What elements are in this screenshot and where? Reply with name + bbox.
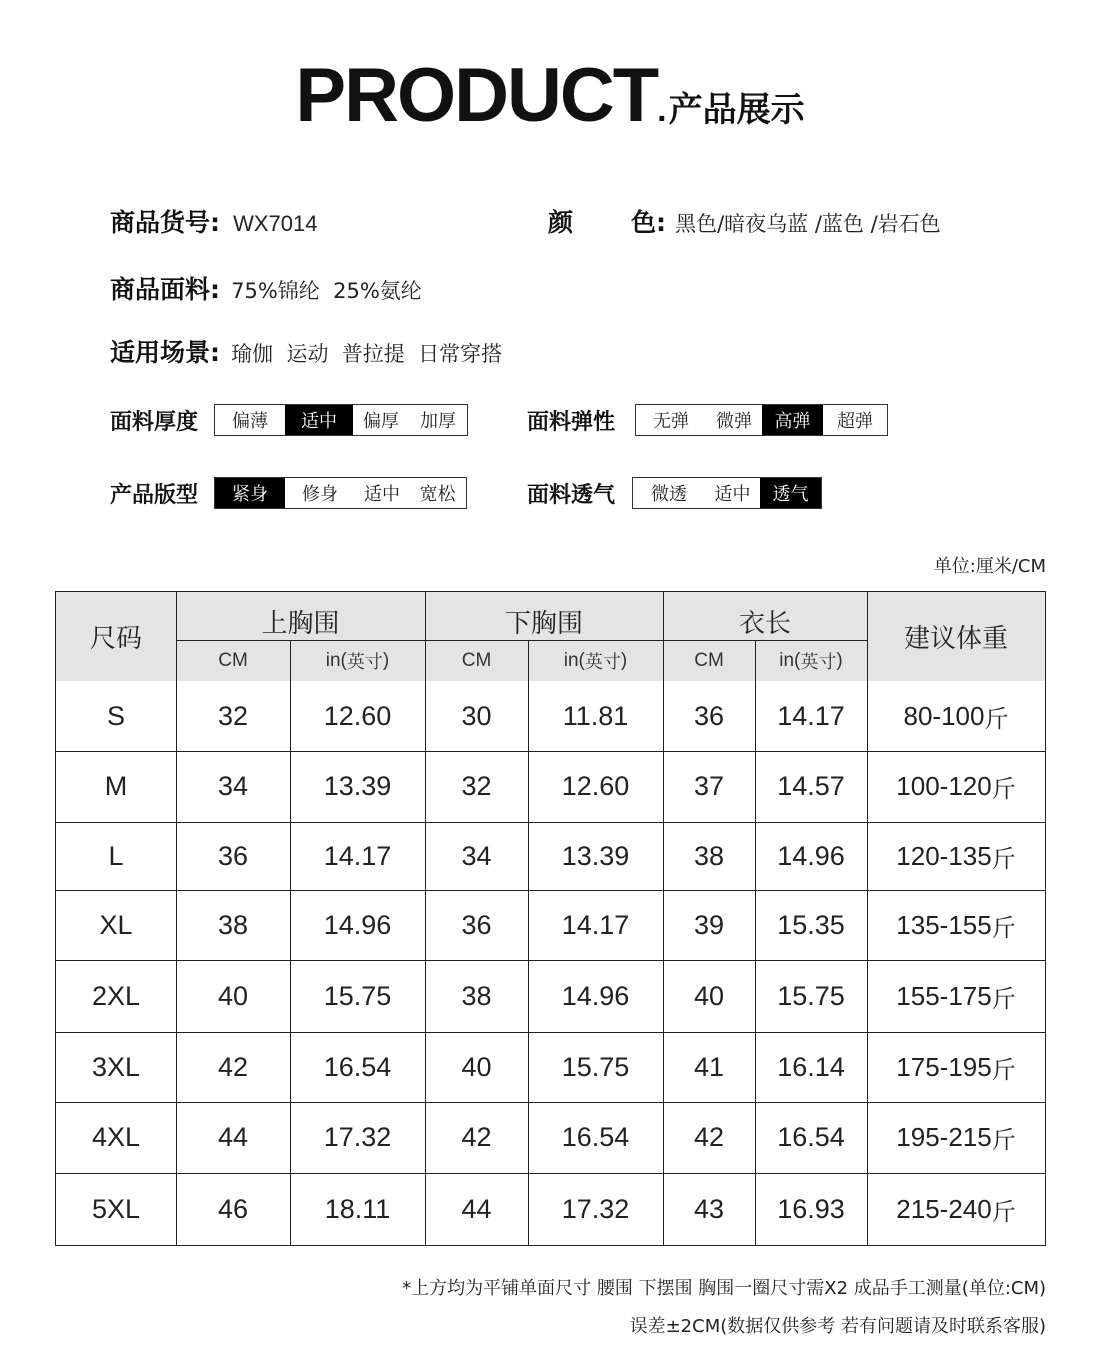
length-cm-cell: 43: [693, 1193, 725, 1224]
attr-thickness: [110, 404, 468, 436]
length-in-cell: 15.35: [777, 909, 845, 940]
attr-thickness-option: 加厚: [420, 411, 457, 432]
subheader-inch: in( 英寸 ): [325, 650, 390, 673]
item-number-row: [110, 203, 317, 239]
color-label-b: 色:: [631, 208, 667, 237]
size-cell: 2XL: [91, 980, 141, 1011]
color-row: [548, 203, 941, 239]
header-divider: [176, 640, 867, 641]
attr-fit-options: [214, 477, 467, 509]
size-cell: 5XL: [91, 1193, 141, 1224]
upper-chest-in-cell: 14.17: [323, 840, 392, 871]
scene-value: 瑜伽 运动 普拉提 日常穿搭: [231, 342, 503, 366]
header-under-chest: 下胸围: [504, 608, 583, 639]
weight-range: 100-120: [896, 771, 992, 801]
length-cm-cell: 38: [693, 840, 725, 871]
attr-elasticity-option: 微弹: [716, 411, 753, 432]
upper-chest-cm-cell: 36: [217, 840, 249, 871]
weight-cell: [867, 751, 1045, 822]
upper-chest-in-cell: 13.39: [323, 771, 392, 801]
attr-fit-option: 修身: [302, 484, 339, 505]
footnote-line-2: 误差±2CM(数据仅供参考 若有问题请及时联系客服): [629, 1316, 1046, 1337]
subheader-cm: CM: [694, 650, 724, 671]
attr-breathability-label: 面料透气: [527, 482, 616, 508]
under-chest-cm-cell: 34: [461, 840, 492, 871]
attr-breathability-options: [632, 477, 822, 509]
upper-chest-cm-cell: 46: [217, 1193, 249, 1224]
attr-elasticity-option: 超弹: [837, 411, 874, 432]
header-length: 衣长: [738, 608, 791, 639]
length-in-cell: 16.93: [777, 1193, 845, 1224]
upper-chest-cm-cell: 38: [217, 909, 249, 940]
upper-chest-cm-cell: 44: [217, 1122, 249, 1152]
attr-breathability-option: 微透: [651, 484, 688, 505]
scene-row: [110, 333, 502, 369]
under-chest-cm-cell: 38: [461, 980, 492, 1011]
title-main: PRODUCT: [295, 53, 658, 138]
attr-elasticity-option-selected: 高弹: [762, 405, 823, 435]
weight-unit: 斤: [991, 775, 1016, 803]
length-in-cell: 16.54: [777, 1122, 845, 1152]
upper-chest-in-cell: 15.75: [323, 980, 392, 1011]
under-chest-cm-cell: 40: [461, 1051, 492, 1082]
under-chest-in-cell: 16.54: [561, 1122, 630, 1152]
upper-chest-cm-cell: 42: [217, 1051, 249, 1082]
upper-chest-in-cell: 17.32: [323, 1122, 392, 1152]
attr-thickness-option: 偏薄: [232, 411, 269, 432]
attr-elasticity-option: 无弹: [653, 411, 690, 432]
attr-breathability-option: 适中: [714, 484, 751, 505]
weight-range: 195-215: [896, 1122, 992, 1152]
attr-thickness-options: [214, 404, 468, 436]
weight-unit: 斤: [991, 1126, 1016, 1154]
weight-cell: [867, 890, 1045, 960]
length-in-cell: 16.14: [777, 1051, 845, 1082]
under-chest-cm-cell: 44: [461, 1193, 492, 1224]
size-cell: M: [104, 771, 128, 801]
length-cm-cell: 39: [693, 909, 725, 940]
length-cm-cell: 41: [693, 1051, 725, 1082]
attr-elasticity-label: 面料弹性: [527, 409, 616, 435]
weight-range: 120-135: [896, 840, 992, 871]
under-chest-in-cell: 12.60: [561, 771, 630, 801]
fabric-value: 75%锦纶 25%氨纶: [231, 279, 422, 303]
footnote-line-1: *上方均为平铺单面尺寸 腰围 下摆围 胸围一圈尺寸需X2 成品手工测量(单位:CM): [402, 1278, 1046, 1299]
size-table: [55, 591, 1046, 1246]
upper-chest-cm-cell: 34: [217, 771, 249, 801]
item-number-value: WX7014: [233, 211, 318, 236]
page-title: [0, 52, 1100, 139]
title-sub: 产品展示: [668, 90, 805, 130]
header-size: 尺码: [89, 624, 142, 654]
length-in-cell: 14.17: [777, 700, 845, 731]
weight-unit: 斤: [984, 704, 1009, 733]
fabric-label: 商品面料:: [110, 275, 220, 304]
attr-fit-option: 适中: [364, 484, 401, 505]
upper-chest-in-cell: 16.54: [323, 1051, 392, 1082]
header-upper-chest: 上胸围: [261, 608, 340, 639]
color-label-a: 颜: [548, 208, 574, 237]
attr-thickness-label: 面料厚度: [110, 409, 199, 435]
size-cell: L: [108, 840, 124, 871]
weight-cell: [867, 822, 1045, 890]
attr-fit: [110, 477, 467, 509]
weight-range: 155-175: [896, 980, 992, 1011]
unit-note: 单位:厘米/CM: [933, 556, 1046, 577]
attr-breathability: [527, 477, 822, 509]
weight-cell: [867, 960, 1045, 1032]
weight-cell: [867, 1102, 1045, 1173]
upper-chest-cm-cell: 32: [217, 700, 249, 731]
weight-unit: 斤: [991, 1055, 1016, 1084]
subheader-cm: CM: [461, 650, 492, 671]
attr-thickness-option-selected: 适中: [285, 405, 353, 435]
weight-cell: [867, 1032, 1045, 1102]
under-chest-in-cell: 13.39: [561, 840, 630, 871]
weight-cell: [867, 1173, 1045, 1245]
weight-range: 80-100: [903, 700, 985, 731]
upper-chest-in-cell: 14.96: [323, 909, 392, 940]
size-cell: 3XL: [91, 1051, 141, 1082]
length-cm-cell: 42: [693, 1122, 725, 1152]
under-chest-cm-cell: 32: [461, 771, 492, 801]
under-chest-cm-cell: 42: [461, 1122, 492, 1152]
subheader-inch: in( 英寸 ): [563, 650, 628, 673]
attr-elasticity-options: [635, 404, 888, 436]
upper-chest-in-cell: 18.11: [324, 1193, 391, 1224]
attr-fit-option-selected: 紧身: [215, 478, 285, 508]
color-values: 黑色/暗夜乌蓝 /蓝色 /岩石色: [675, 212, 941, 236]
weight-unit: 斤: [991, 913, 1016, 942]
attr-breathability-option-selected: 透气: [760, 478, 821, 508]
title-dot: .: [657, 91, 667, 129]
size-cell: XL: [99, 909, 133, 940]
length-in-cell: 14.96: [777, 840, 845, 871]
subheader-inch: in( 英寸 ): [779, 650, 843, 673]
length-cm-cell: 37: [693, 771, 725, 801]
size-cell: S: [106, 700, 125, 731]
weight-unit: 斤: [991, 1197, 1016, 1226]
length-in-cell: 15.75: [777, 980, 845, 1011]
under-chest-in-cell: 11.81: [562, 700, 629, 731]
weight-cell: [867, 681, 1045, 751]
subheader-cm: CM: [218, 650, 248, 671]
weight-unit: 斤: [991, 844, 1016, 873]
length-cm-cell: 36: [693, 700, 725, 731]
item-number-label: 商品货号:: [110, 208, 220, 237]
attr-fit-label: 产品版型: [110, 482, 199, 508]
under-chest-in-cell: 14.96: [561, 980, 630, 1011]
weight-range: 175-195: [896, 1051, 992, 1082]
under-chest-cm-cell: 30: [461, 700, 492, 731]
attr-elasticity: [527, 404, 888, 436]
fabric-row: [110, 270, 422, 306]
under-chest-in-cell: 14.17: [561, 909, 630, 940]
under-chest-in-cell: 17.32: [561, 1193, 630, 1224]
weight-range: 135-155: [896, 909, 992, 940]
attr-fit-option: 宽松: [419, 484, 456, 505]
under-chest-cm-cell: 36: [461, 909, 492, 940]
scene-label: 适用场景:: [110, 338, 220, 367]
under-chest-in-cell: 15.75: [561, 1051, 630, 1082]
weight-range: 215-240: [896, 1193, 992, 1224]
length-in-cell: 14.57: [777, 771, 845, 801]
length-cm-cell: 40: [693, 980, 725, 1011]
upper-chest-cm-cell: 40: [217, 980, 249, 1011]
weight-unit: 斤: [991, 984, 1016, 1013]
upper-chest-in-cell: 12.60: [323, 700, 392, 731]
size-cell: 4XL: [91, 1122, 141, 1152]
header-weight: 建议体重: [903, 624, 1008, 654]
attr-thickness-option: 偏厚: [363, 411, 400, 432]
